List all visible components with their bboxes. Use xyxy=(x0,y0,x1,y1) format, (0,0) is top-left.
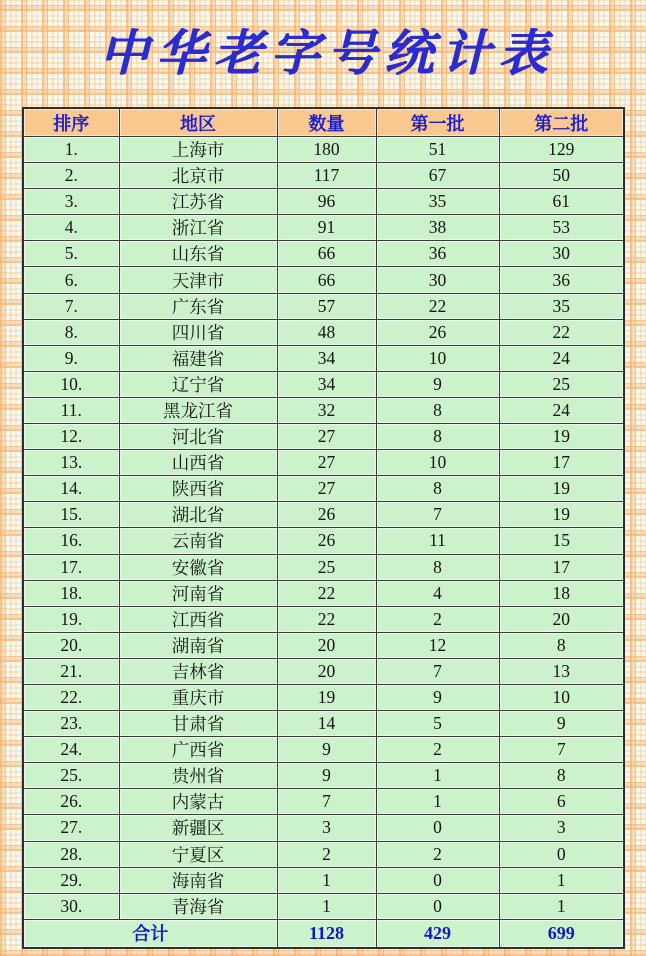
rank-cell: 2. xyxy=(23,163,119,189)
table-row xyxy=(23,267,624,293)
rank-cell: 10. xyxy=(23,371,119,397)
second-batch-cell: 9 xyxy=(499,711,624,737)
region-cell: 山西省 xyxy=(119,450,277,476)
table-row xyxy=(23,189,624,215)
second-batch-cell: 1 xyxy=(499,867,624,893)
first-batch-cell: 0 xyxy=(376,815,499,841)
table-row xyxy=(23,528,624,554)
rank-cell: 23. xyxy=(23,711,119,737)
count-cell: 2 xyxy=(277,841,376,867)
statistics-table xyxy=(22,107,625,949)
count-cell: 9 xyxy=(277,737,376,763)
second-batch-cell: 17 xyxy=(499,554,624,580)
count-cell: 26 xyxy=(277,528,376,554)
first-batch-cell: 1 xyxy=(376,789,499,815)
table-row xyxy=(23,371,624,397)
count-cell: 1 xyxy=(277,893,376,919)
region-cell: 上海市 xyxy=(119,137,277,163)
table-row xyxy=(23,815,624,841)
second-batch-cell: 50 xyxy=(499,163,624,189)
region-cell: 湖南省 xyxy=(119,632,277,658)
region-cell: 内蒙古 xyxy=(119,789,277,815)
first-batch-cell: 2 xyxy=(376,841,499,867)
rank-cell: 26. xyxy=(23,789,119,815)
table-row xyxy=(23,502,624,528)
second-batch-cell: 24 xyxy=(499,397,624,423)
first-batch-cell: 26 xyxy=(376,319,499,345)
rank-cell: 14. xyxy=(23,476,119,502)
first-batch-cell: 22 xyxy=(376,293,499,319)
region-cell: 北京市 xyxy=(119,163,277,189)
first-batch-cell: 51 xyxy=(376,137,499,163)
second-batch-cell: 30 xyxy=(499,241,624,267)
second-batch-cell: 25 xyxy=(499,371,624,397)
rank-cell: 11. xyxy=(23,397,119,423)
second-batch-cell: 18 xyxy=(499,580,624,606)
second-batch-cell: 15 xyxy=(499,528,624,554)
count-cell: 48 xyxy=(277,319,376,345)
first-batch-cell: 7 xyxy=(376,502,499,528)
rank-cell: 1. xyxy=(23,137,119,163)
region-cell: 天津市 xyxy=(119,267,277,293)
table-row xyxy=(23,450,624,476)
total-count: 1128 xyxy=(277,919,376,948)
first-batch-cell: 8 xyxy=(376,397,499,423)
rank-cell: 4. xyxy=(23,215,119,241)
region-cell: 陕西省 xyxy=(119,476,277,502)
rank-cell: 3. xyxy=(23,189,119,215)
column-header-second-batch: 第二批 xyxy=(499,108,624,137)
first-batch-cell: 4 xyxy=(376,580,499,606)
rank-cell: 22. xyxy=(23,684,119,710)
second-batch-cell: 7 xyxy=(499,737,624,763)
region-cell: 云南省 xyxy=(119,528,277,554)
count-cell: 27 xyxy=(277,450,376,476)
count-cell: 19 xyxy=(277,684,376,710)
region-cell: 辽宁省 xyxy=(119,371,277,397)
table-row xyxy=(23,606,624,632)
rank-cell: 19. xyxy=(23,606,119,632)
region-cell: 新疆区 xyxy=(119,815,277,841)
region-cell: 湖北省 xyxy=(119,502,277,528)
total-label: 合计 xyxy=(23,919,277,948)
second-batch-cell: 24 xyxy=(499,345,624,371)
table-row xyxy=(23,632,624,658)
first-batch-cell: 12 xyxy=(376,632,499,658)
rank-cell: 17. xyxy=(23,554,119,580)
first-batch-cell: 67 xyxy=(376,163,499,189)
column-header-region: 地区 xyxy=(119,108,277,137)
region-cell: 吉林省 xyxy=(119,658,277,684)
rank-cell: 12. xyxy=(23,424,119,450)
region-cell: 甘肃省 xyxy=(119,711,277,737)
page-title: 中华老字号统计表 xyxy=(98,24,555,82)
first-batch-cell: 10 xyxy=(376,450,499,476)
region-cell: 宁夏区 xyxy=(119,841,277,867)
rank-cell: 28. xyxy=(23,841,119,867)
table-row xyxy=(23,580,624,606)
count-cell: 117 xyxy=(277,163,376,189)
rank-cell: 16. xyxy=(23,528,119,554)
count-cell: 20 xyxy=(277,632,376,658)
count-cell: 57 xyxy=(277,293,376,319)
total-first-batch: 429 xyxy=(376,919,499,948)
count-cell: 3 xyxy=(277,815,376,841)
second-batch-cell: 36 xyxy=(499,267,624,293)
rank-cell: 30. xyxy=(23,893,119,919)
region-cell: 安徽省 xyxy=(119,554,277,580)
second-batch-cell: 61 xyxy=(499,189,624,215)
count-cell: 66 xyxy=(277,267,376,293)
second-batch-cell: 35 xyxy=(499,293,624,319)
count-cell: 66 xyxy=(277,241,376,267)
rank-cell: 29. xyxy=(23,867,119,893)
second-batch-cell: 19 xyxy=(499,476,624,502)
table-row xyxy=(23,345,624,371)
count-cell: 25 xyxy=(277,554,376,580)
table-row xyxy=(23,763,624,789)
region-cell: 青海省 xyxy=(119,893,277,919)
second-batch-cell: 1 xyxy=(499,893,624,919)
first-batch-cell: 2 xyxy=(376,606,499,632)
region-cell: 山东省 xyxy=(119,241,277,267)
rank-cell: 24. xyxy=(23,737,119,763)
rank-cell: 7. xyxy=(23,293,119,319)
table-row xyxy=(23,554,624,580)
rank-cell: 5. xyxy=(23,241,119,267)
second-batch-cell: 8 xyxy=(499,632,624,658)
rank-cell: 13. xyxy=(23,450,119,476)
count-cell: 9 xyxy=(277,763,376,789)
second-batch-cell: 20 xyxy=(499,606,624,632)
table-row xyxy=(23,476,624,502)
first-batch-cell: 9 xyxy=(376,371,499,397)
count-cell: 26 xyxy=(277,502,376,528)
table-header-row xyxy=(23,108,624,137)
rank-cell: 8. xyxy=(23,319,119,345)
rank-cell: 15. xyxy=(23,502,119,528)
rank-cell: 27. xyxy=(23,815,119,841)
total-row xyxy=(23,919,624,948)
count-cell: 96 xyxy=(277,189,376,215)
table-row xyxy=(23,789,624,815)
table-row xyxy=(23,737,624,763)
region-cell: 贵州省 xyxy=(119,763,277,789)
region-cell: 四川省 xyxy=(119,319,277,345)
table-row xyxy=(23,163,624,189)
count-cell: 91 xyxy=(277,215,376,241)
table-row xyxy=(23,424,624,450)
region-cell: 海南省 xyxy=(119,867,277,893)
rank-cell: 21. xyxy=(23,658,119,684)
rank-cell: 25. xyxy=(23,763,119,789)
region-cell: 广东省 xyxy=(119,293,277,319)
region-cell: 福建省 xyxy=(119,345,277,371)
first-batch-cell: 2 xyxy=(376,737,499,763)
region-cell: 江西省 xyxy=(119,606,277,632)
table-row xyxy=(23,397,624,423)
count-cell: 27 xyxy=(277,424,376,450)
column-header-first-batch: 第一批 xyxy=(376,108,499,137)
second-batch-cell: 10 xyxy=(499,684,624,710)
region-cell: 重庆市 xyxy=(119,684,277,710)
first-batch-cell: 35 xyxy=(376,189,499,215)
count-cell: 1 xyxy=(277,867,376,893)
count-cell: 20 xyxy=(277,658,376,684)
column-header-rank: 排序 xyxy=(23,108,119,137)
count-cell: 7 xyxy=(277,789,376,815)
table-row xyxy=(23,658,624,684)
second-batch-cell: 17 xyxy=(499,450,624,476)
region-cell: 河北省 xyxy=(119,424,277,450)
first-batch-cell: 9 xyxy=(376,684,499,710)
count-cell: 32 xyxy=(277,397,376,423)
first-batch-cell: 0 xyxy=(376,893,499,919)
first-batch-cell: 38 xyxy=(376,215,499,241)
first-batch-cell: 11 xyxy=(376,528,499,554)
second-batch-cell: 22 xyxy=(499,319,624,345)
second-batch-cell: 19 xyxy=(499,502,624,528)
second-batch-cell: 8 xyxy=(499,763,624,789)
rank-cell: 18. xyxy=(23,580,119,606)
first-batch-cell: 0 xyxy=(376,867,499,893)
first-batch-cell: 8 xyxy=(376,424,499,450)
second-batch-cell: 3 xyxy=(499,815,624,841)
first-batch-cell: 10 xyxy=(376,345,499,371)
second-batch-cell: 53 xyxy=(499,215,624,241)
count-cell: 34 xyxy=(277,371,376,397)
second-batch-cell: 0 xyxy=(499,841,624,867)
table-row xyxy=(23,241,624,267)
table-row xyxy=(23,893,624,919)
first-batch-cell: 30 xyxy=(376,267,499,293)
total-second-batch: 699 xyxy=(499,919,624,948)
rank-cell: 9. xyxy=(23,345,119,371)
region-cell: 广西省 xyxy=(119,737,277,763)
region-cell: 浙江省 xyxy=(119,215,277,241)
table-row xyxy=(23,137,624,163)
second-batch-cell: 129 xyxy=(499,137,624,163)
region-cell: 黑龙江省 xyxy=(119,397,277,423)
count-cell: 34 xyxy=(277,345,376,371)
column-header-count: 数量 xyxy=(277,108,376,137)
first-batch-cell: 8 xyxy=(376,554,499,580)
count-cell: 22 xyxy=(277,580,376,606)
count-cell: 22 xyxy=(277,606,376,632)
table-row xyxy=(23,319,624,345)
count-cell: 14 xyxy=(277,711,376,737)
region-cell: 河南省 xyxy=(119,580,277,606)
second-batch-cell: 6 xyxy=(499,789,624,815)
second-batch-cell: 13 xyxy=(499,658,624,684)
second-batch-cell: 19 xyxy=(499,424,624,450)
rank-cell: 20. xyxy=(23,632,119,658)
table-row xyxy=(23,867,624,893)
table-row xyxy=(23,684,624,710)
table-row xyxy=(23,293,624,319)
table-row xyxy=(23,711,624,737)
first-batch-cell: 1 xyxy=(376,763,499,789)
first-batch-cell: 8 xyxy=(376,476,499,502)
table-row xyxy=(23,215,624,241)
region-cell: 江苏省 xyxy=(119,189,277,215)
first-batch-cell: 5 xyxy=(376,711,499,737)
first-batch-cell: 7 xyxy=(376,658,499,684)
count-cell: 180 xyxy=(277,137,376,163)
first-batch-cell: 36 xyxy=(376,241,499,267)
rank-cell: 6. xyxy=(23,267,119,293)
count-cell: 27 xyxy=(277,476,376,502)
table-row xyxy=(23,841,624,867)
